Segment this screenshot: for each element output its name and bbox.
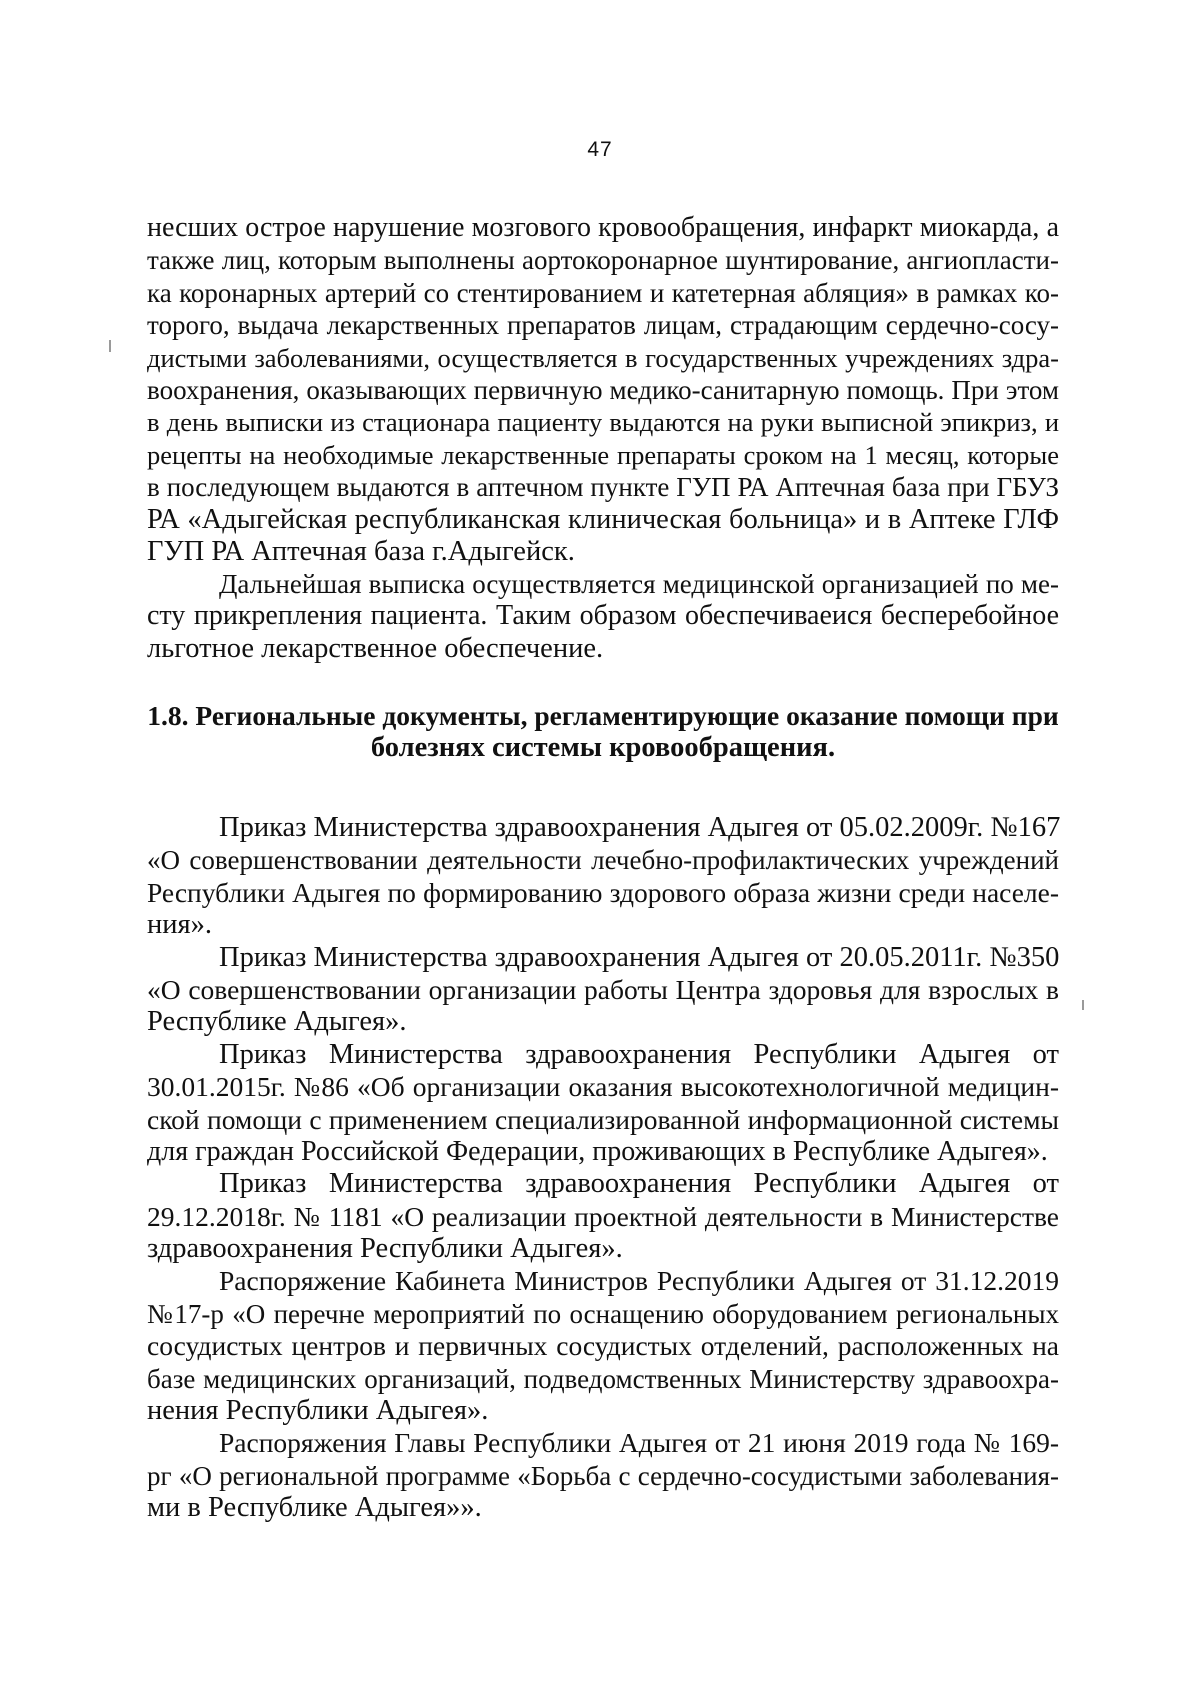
documents-list <box>147 812 1059 1525</box>
intro-line: рецепты на необходимые лекарственные препараты сроком на 1 месяц, которые <box>147 439 1059 470</box>
document-line: Приказ Министерства здравоохранения Адыгея от 05.02.2009г. №167 <box>219 812 1061 843</box>
intro-line: в день выписки из стационара пациенту выдаются на руки выписной эпикриз, и <box>147 407 1059 438</box>
page-number: 47 <box>587 138 613 161</box>
document-item <box>147 942 1059 1039</box>
document-line: Приказ Министерства здравоохранения Республики Адыгея от <box>219 1168 1059 1200</box>
document-item <box>147 1265 1059 1427</box>
document-item <box>147 1039 1059 1169</box>
section-heading-line: болезнях системы кровообращения. <box>370 732 836 764</box>
intro-paragraph <box>147 212 1059 568</box>
scan-speck <box>109 340 111 352</box>
intro-line: торого, выдача лекарственных препаратов лицам, страдающим сердечно-сосу- <box>147 310 1059 341</box>
intro-line: РА «Адыгейская республиканская клиническая больница» и в Аптеке ГЛФ <box>147 503 1059 535</box>
document-line: сосудистых центров и первичных сосудистых отделений, расположенных на <box>147 1330 1059 1362</box>
document-item <box>147 1427 1059 1524</box>
document-line: №17-р «О перечне мероприятий по оснащению оборудованием региональных <box>147 1298 1059 1329</box>
document-item <box>147 812 1059 942</box>
document-line: Республики Адыгея по формированию здорового образа жизни среди населе- <box>147 876 1059 908</box>
document-line: «О совершенствовании деятельности лечебно-профилактических учреждений <box>147 845 1059 876</box>
intro-line: несших острое нарушение мозгового кровообращения, инфаркт миокарда, а <box>147 212 1059 243</box>
document-line: ской помощи с применением специализированной информационной системы <box>147 1103 1059 1135</box>
paragraph-line: льготное лекарственное обеспечение. <box>147 632 604 664</box>
document-line: ния». <box>147 909 212 941</box>
paragraph-line: сту прикрепления пациента. Таким образом обеспечиваеися бесперебойное <box>147 600 1059 632</box>
document-line: нения Республики Адыгея». <box>147 1395 489 1427</box>
document-line: 29.12.2018г. № 1181 «О реализации проектной деятельности в Министерстве <box>147 1200 1059 1232</box>
intro-line: в последующем выдаются в аптечном пункте ГУП РА Аптечная база при ГБУЗ <box>147 472 1059 503</box>
document-line: рг «О региональной программе «Борьба с сердечно-сосудистыми заболевания- <box>147 1460 1059 1491</box>
scan-speck <box>1082 1000 1084 1010</box>
section-heading-line: 1.8. Региональные документы, регламентирующие оказание помощи при <box>147 700 1059 731</box>
document-line: базе медицинских организаций, подведомственных Министерству здравоохра- <box>147 1363 1059 1394</box>
document-line: здравоохранения Республики Адыгея». <box>147 1233 623 1265</box>
document-line: 30.01.2015г. №86 «Об организации оказания высокотехнологичной медицин- <box>147 1071 1059 1103</box>
intro-line: ГУП РА Аптечная база г.Адыгейск. <box>147 535 575 567</box>
section-heading <box>147 700 1059 765</box>
document-line: Приказ Министерства здравоохранения Адыгея от 20.05.2011г. №350 <box>219 941 1060 973</box>
document-line: Распоряжение Кабинета Министров Республики Адыгея от 31.12.2019 <box>219 1265 1059 1297</box>
intro-line: дистыми заболеваниями, осуществляется в государственных учреждениях здра- <box>147 342 1059 373</box>
second-paragraph <box>147 568 1059 665</box>
intro-line: воохранения, оказывающих первичную медико-санитарную помощь. При этом <box>147 374 1059 405</box>
intro-line: также лиц, которым выполнены аортокоронарное шунтирование, ангиопласти- <box>147 245 1059 276</box>
intro-line: ка коронарных артерий со стентированием и катетерная абляция» в рамках ко- <box>147 277 1059 308</box>
document-line: «О совершенствовании организации работы Центра здоровья для взрослых в <box>147 973 1059 1005</box>
document-line: Республике Адыгея». <box>147 1006 407 1038</box>
document-line: Приказ Министерства здравоохранения Республики Адыгея от <box>219 1038 1059 1070</box>
document-line: для граждан Российской Федерации, проживающих в Республике Адыгея». <box>147 1135 1048 1167</box>
paragraph-line: Дальнейшая выписка осуществляется медицинской организацией по ме- <box>219 569 1059 599</box>
document-line: Распоряжения Главы Республики Адыгея от 21 июня 2019 года № 169- <box>219 1427 1059 1459</box>
document-line: ми в Республике Адыгея»». <box>147 1492 482 1524</box>
document-item <box>147 1168 1059 1265</box>
